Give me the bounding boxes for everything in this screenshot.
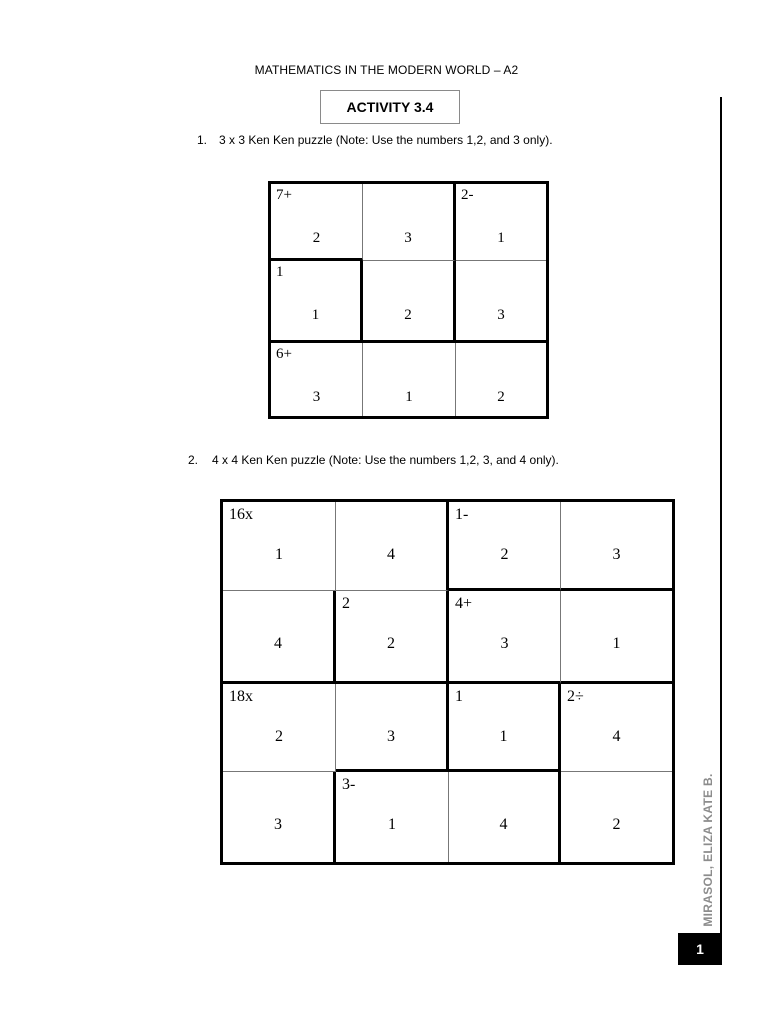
cell-value: 1 [388,816,396,833]
cell-value: 1 [311,307,320,323]
cell-value: 3 [500,635,509,652]
grid4-cell[interactable] [336,502,449,591]
question-2 [188,453,559,467]
cage-clue: 3- [342,776,356,793]
kenken-3x3-grid [268,181,549,419]
grid3-cell[interactable] [271,343,363,416]
cell-value: 2 [612,816,621,833]
grid4-cell[interactable] [561,591,672,684]
cage-clue: 2 [342,595,350,612]
cage-clue: 4+ [455,595,473,612]
cage-clue: 18x [229,688,253,705]
cell-value: 1 [275,546,283,563]
cell-value: 2 [387,635,395,652]
grid3-cell[interactable] [363,343,456,416]
cell-value: 3 [274,816,282,833]
cage-clue: 1 [276,264,284,280]
question-1-text: 3 x 3 Ken Ken puzzle (Note: Use the numbers 1,2, and 3 only). [219,133,553,147]
cage-clue: 2÷ [567,688,584,705]
grid4-cell[interactable] [561,502,672,591]
page-number-badge [678,933,722,965]
cage-clue: 1 [455,688,463,705]
cell-value: 3 [387,728,395,745]
grid3-cell[interactable] [456,261,546,343]
grid4-cell[interactable] [449,591,561,684]
cell-value: 3 [404,230,412,246]
cage-clue: 7+ [276,187,292,203]
grid4-cell[interactable] [561,772,672,862]
cage-clue: 1- [455,506,469,523]
grid4-cell[interactable] [223,684,336,772]
cell-value: 3 [612,546,621,563]
author-name-vertical: MIRASOL, ELIZA KATE B. [701,773,715,927]
question-2-text: 4 x 4 Ken Ken puzzle (Note: Use the numbers 1,2, 3, and 4 only). [212,453,559,467]
cage-clue: 2- [461,187,474,203]
grid4-cell[interactable] [223,591,336,684]
cell-value: 1 [405,389,413,405]
cell-value: 1 [497,230,505,246]
activity-title: ACTIVITY 3.4 [346,99,434,115]
cage-clue: 16x [229,506,253,523]
cell-value: 4 [274,635,282,652]
cell-value: 4 [387,546,395,563]
document-header: MATHEMATICS IN THE MODERN WORLD – A2 [254,63,519,77]
grid4-cell[interactable] [336,684,449,772]
activity-title-box [320,90,460,124]
page-margin-rule [720,97,722,933]
cell-value: 1 [499,728,508,745]
grid4-cell[interactable] [336,772,449,862]
grid3-cell[interactable] [363,261,456,343]
kenken-4x4-grid [220,499,675,865]
cell-value: 2 [312,230,321,246]
grid3-cell[interactable] [271,261,363,343]
cell-value: 3 [497,307,505,323]
cell-value: 2 [275,728,283,745]
question-2-number: 2. [188,453,199,467]
cell-value: 2 [404,307,412,323]
cell-value: 1 [612,635,621,652]
grid3-cell[interactable] [456,343,546,416]
grid3-cell[interactable] [363,184,456,261]
grid3-cell[interactable] [456,184,546,261]
cell-value: 2 [497,389,505,405]
question-1 [197,133,553,147]
grid3-cell[interactable] [271,184,363,261]
grid4-cell[interactable] [449,772,561,862]
cell-value: 3 [312,389,321,405]
question-1-number: 1. [197,133,208,147]
grid4-cell[interactable] [336,591,449,684]
cage-clue: 6+ [276,346,292,362]
grid4-cell[interactable] [449,684,561,772]
grid4-cell[interactable] [449,502,561,591]
grid4-cell[interactable] [561,684,672,772]
page-number: 1 [696,941,704,957]
grid4-cell[interactable] [223,502,336,591]
grid4-cell[interactable] [223,772,336,862]
cell-value: 2 [500,546,509,563]
cell-value: 4 [612,728,621,745]
cell-value: 4 [499,816,508,833]
